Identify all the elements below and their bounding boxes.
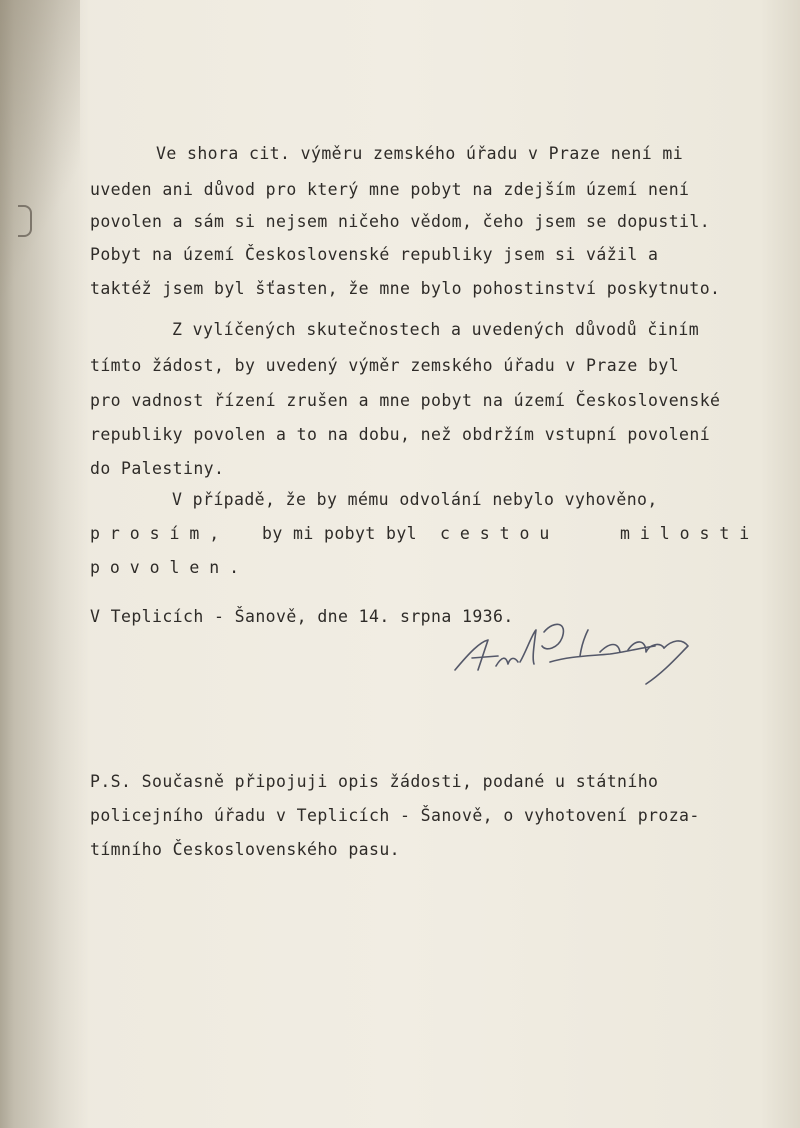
handwritten-signature: [450, 612, 700, 702]
ps-line-3: tímního Československého pasu.: [90, 840, 401, 859]
binder-clip: [18, 205, 32, 237]
fold-shadow: [0, 0, 80, 300]
paragraph-1-line-4: Pobyt na území Československé republiky jsem si vážil a: [90, 245, 659, 264]
milosti-word: m i l o s t i: [620, 524, 750, 543]
ps-line-1: P.S. Současně připojuji opis žádosti, podané u státního: [90, 772, 659, 791]
paragraph-2-line-3: pro vadnost řízení zrušen a mne pobyt na území Československé: [90, 391, 721, 410]
paragraph-2-line-1: Z vylíčených skutečnostech a uvedených důvodů činím: [172, 320, 700, 339]
paragraph-2-line-2: tímto žádost, by uvedený výměr zemského úřadu v Praze byl: [90, 356, 680, 375]
paragraph-2-line-4: republiky povolen a to na dobu, než obdržím vstupní povolení: [90, 425, 711, 444]
paragraph-1-line-1: Ve shora cit. výměru zemského úřadu v Praze není mi: [156, 144, 684, 163]
cestou-word: c e s t o u: [440, 524, 550, 543]
ps-line-2: policejního úřadu v Teplicích - Šanově, o vyhotovení proza-: [90, 806, 700, 825]
dateline: V Teplicích - Šanově, dne 14. srpna 1936.: [90, 607, 514, 626]
povolen-word: p o v o l e n .: [90, 558, 240, 577]
paragraph-1-line-3: povolen a sám si nejsem ničeho vědom, čeho jsem se dopustil.: [90, 212, 711, 231]
paragraph-3-line-1: V případě, že by mému odvolání nebylo vyhověno,: [172, 490, 658, 509]
paragraph-1-line-2: uveden ani důvod pro který mne pobyt na zdejším území není: [90, 180, 690, 199]
by-mi-pobyt-byl: by mi pobyt byl: [262, 524, 418, 543]
paragraph-1-line-5: taktéž jsem byl šťasten, že mne bylo pohostinství poskytnuto.: [90, 279, 721, 298]
prosim-word: p r o s í m ,: [90, 524, 220, 543]
paragraph-2-line-5: do Palestiny.: [90, 459, 225, 478]
